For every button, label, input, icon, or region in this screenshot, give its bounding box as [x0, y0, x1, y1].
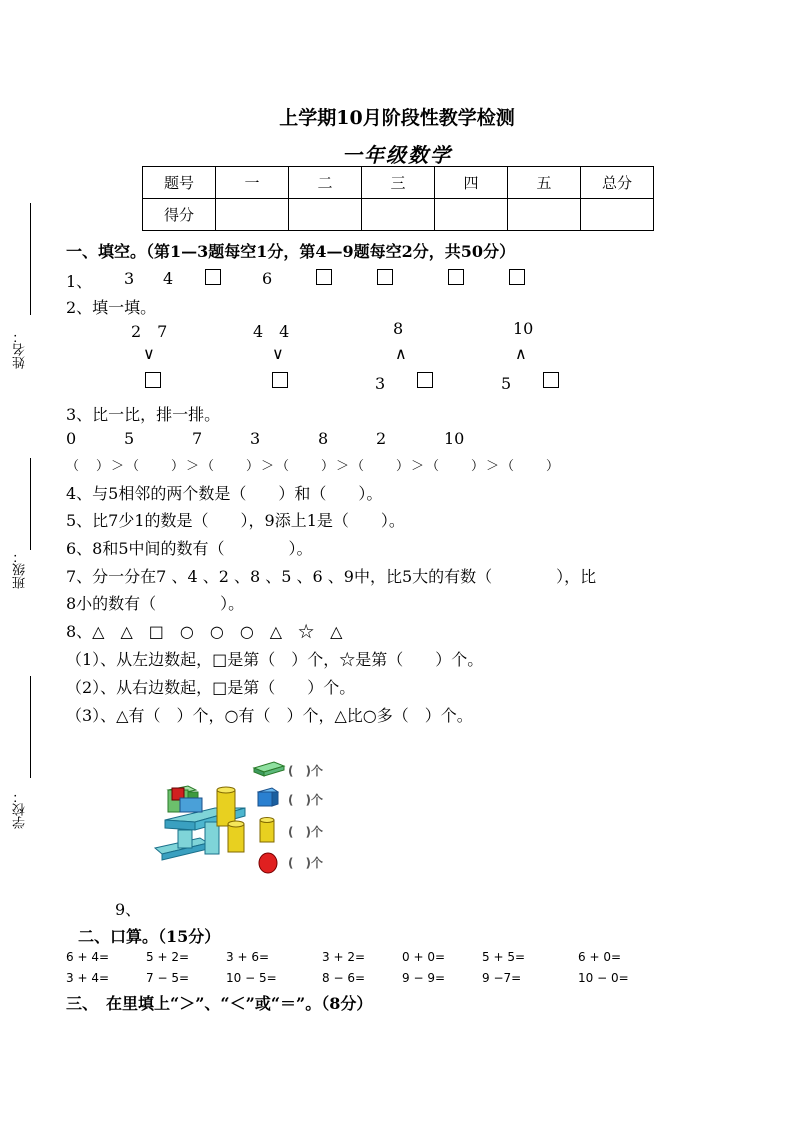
- cylinder-icon: [260, 820, 274, 842]
- answer-box[interactable]: [145, 372, 161, 388]
- score-cell[interactable]: [435, 199, 508, 231]
- q7-text-cont: 8小的数有（ ）。: [66, 594, 245, 613]
- score-header-cell: 四: [435, 167, 508, 199]
- q2-label: 2、填一填。: [66, 298, 157, 317]
- q3-num: 5: [124, 429, 135, 448]
- q2-top: 8: [393, 319, 404, 338]
- legend-blank[interactable]: ( )个: [288, 856, 323, 870]
- score-cell[interactable]: [508, 199, 581, 231]
- q2-split-mark: ∧: [515, 344, 527, 363]
- page-subtitle: 一年级数学: [342, 143, 452, 167]
- answer-box[interactable]: [205, 269, 221, 285]
- score-cell[interactable]: [362, 199, 435, 231]
- q2-split-mark: ∨: [143, 344, 155, 363]
- q2-bottom: 3: [375, 374, 386, 393]
- q2-top: 2 7: [131, 322, 168, 341]
- q3-num: 7: [192, 429, 203, 448]
- arith-item: 6 + 4=: [66, 950, 110, 964]
- answer-box[interactable]: [377, 269, 393, 285]
- q3-order-blanks[interactable]: （ ）＞（ ）＞（ ）＞（ ）＞（ ）＞（ ）＞（ ）: [66, 459, 562, 474]
- legend-blank[interactable]: ( )个: [288, 793, 323, 807]
- section1-heading: 一、填空。（第1—3题每空1分，第4—9题每空2分，共50分）: [66, 242, 516, 261]
- answer-box[interactable]: [316, 269, 332, 285]
- answer-box[interactable]: [272, 372, 288, 388]
- score-header-cell: 三: [362, 167, 435, 199]
- legend-blank[interactable]: ( )个: [288, 825, 323, 839]
- blue-cube-shape: [180, 798, 202, 812]
- arith-item: 10 − 5=: [226, 971, 277, 985]
- cylinder-top-shape: [217, 787, 235, 793]
- q2-top: 4 4: [253, 322, 290, 341]
- score-header-cell: 五: [508, 167, 581, 199]
- q8-shapes: 8、△ △ □ ○ ○ ○ △ ☆ △: [66, 622, 343, 641]
- q1-label: 1、: [66, 272, 93, 291]
- arith-item: 3 + 2=: [322, 950, 366, 964]
- q2-top: 10: [513, 319, 534, 338]
- cylinder-shape: [217, 790, 235, 826]
- q3-num: 8: [318, 429, 329, 448]
- q9-label: 9、: [115, 900, 142, 919]
- score-cell[interactable]: [581, 199, 654, 231]
- pillar-block-shape: [205, 822, 219, 854]
- flat-block-shape: [165, 820, 195, 830]
- q7-text: 7、分一分在7 、4 、2 、8 、5 、6 、9中，比5大的有数（ ），比: [66, 567, 597, 586]
- margin-line: [30, 676, 31, 778]
- answer-box[interactable]: [417, 372, 433, 388]
- score-header-cell: 二: [289, 167, 362, 199]
- q4-text: 4、与5相邻的两个数是（ ）和（ ）。: [66, 484, 383, 503]
- cube-icon: [258, 792, 272, 806]
- score-table: [142, 166, 654, 231]
- arith-item: 3 + 6=: [226, 950, 270, 964]
- q1-num: 6: [262, 269, 273, 288]
- ball-icon: [259, 853, 277, 873]
- q3-num: 3: [250, 429, 261, 448]
- score-table-score-row: [143, 199, 654, 231]
- page-title: 上学期10月阶段性教学检测: [279, 107, 515, 129]
- score-cell[interactable]: [289, 199, 362, 231]
- arith-item: 9 − 9=: [402, 971, 446, 985]
- arith-item: 5 + 5=: [482, 950, 526, 964]
- answer-box[interactable]: [543, 372, 559, 388]
- q3-num: 2: [376, 429, 387, 448]
- class-label: 班级：: [13, 550, 28, 589]
- arith-item: 3 + 4=: [66, 971, 110, 985]
- q1-num: 3: [124, 269, 135, 288]
- score-cell[interactable]: [216, 199, 289, 231]
- block-figure: [150, 750, 340, 880]
- arith-item: 7 − 5=: [146, 971, 190, 985]
- q3-label: 3、比一比，排一排。: [66, 405, 221, 424]
- school-label: 学校：: [13, 790, 28, 829]
- q5-text: 5、比7少1的数是（ ），9添上1是（ ）。: [66, 511, 405, 530]
- arith-item: 10 − 0=: [578, 971, 629, 985]
- q2-bottom: 5: [501, 374, 512, 393]
- section2-heading: 二、口算。（15分）: [78, 927, 221, 946]
- q1-num: 4: [163, 269, 174, 288]
- score-header-cell: 总分: [581, 167, 654, 199]
- arith-item: 9 −7=: [482, 971, 522, 985]
- margin-line: [30, 203, 31, 315]
- legend-blank[interactable]: ( )个: [288, 764, 323, 778]
- score-header-cell: 一: [216, 167, 289, 199]
- arith-item: 0 + 0=: [402, 950, 446, 964]
- pillar-block-shape: [178, 830, 192, 848]
- q8-part2: （2）、从右边数起，□是第（ ）个。: [66, 678, 356, 697]
- answer-box[interactable]: [509, 269, 525, 285]
- q8-part1: （1）、从左边数起，□是第（ ）个，☆是第（ ）个。: [66, 650, 484, 669]
- arith-item: 6 + 0=: [578, 950, 622, 964]
- score-row-label: 得分: [143, 199, 216, 231]
- score-table-header-row: [143, 167, 654, 199]
- q2-split-mark: ∧: [395, 344, 407, 363]
- cylinder-top-shape: [228, 821, 244, 827]
- q2-split-mark: ∨: [272, 344, 284, 363]
- score-header-cell: 题号: [143, 167, 216, 199]
- cylinder-icon: [260, 818, 274, 823]
- q3-num: 0: [66, 429, 77, 448]
- q3-num: 10: [444, 429, 465, 448]
- arith-item: 8 − 6=: [322, 971, 366, 985]
- q8-part3: （3）、△有（ ）个，○有（ ）个，△比○多（ ）个。: [66, 706, 473, 725]
- cylinder-shape: [228, 824, 244, 852]
- q6-text: 6、8和5中间的数有（ ）。: [66, 539, 313, 558]
- cube-icon: [272, 792, 278, 806]
- section3-heading: 三、 在里填上“＞”、“＜”或“＝”。（8分）: [66, 994, 373, 1013]
- name-label: 姓名：: [13, 330, 28, 369]
- margin-line: [30, 458, 31, 550]
- answer-box[interactable]: [448, 269, 464, 285]
- arith-item: 5 + 2=: [146, 950, 190, 964]
